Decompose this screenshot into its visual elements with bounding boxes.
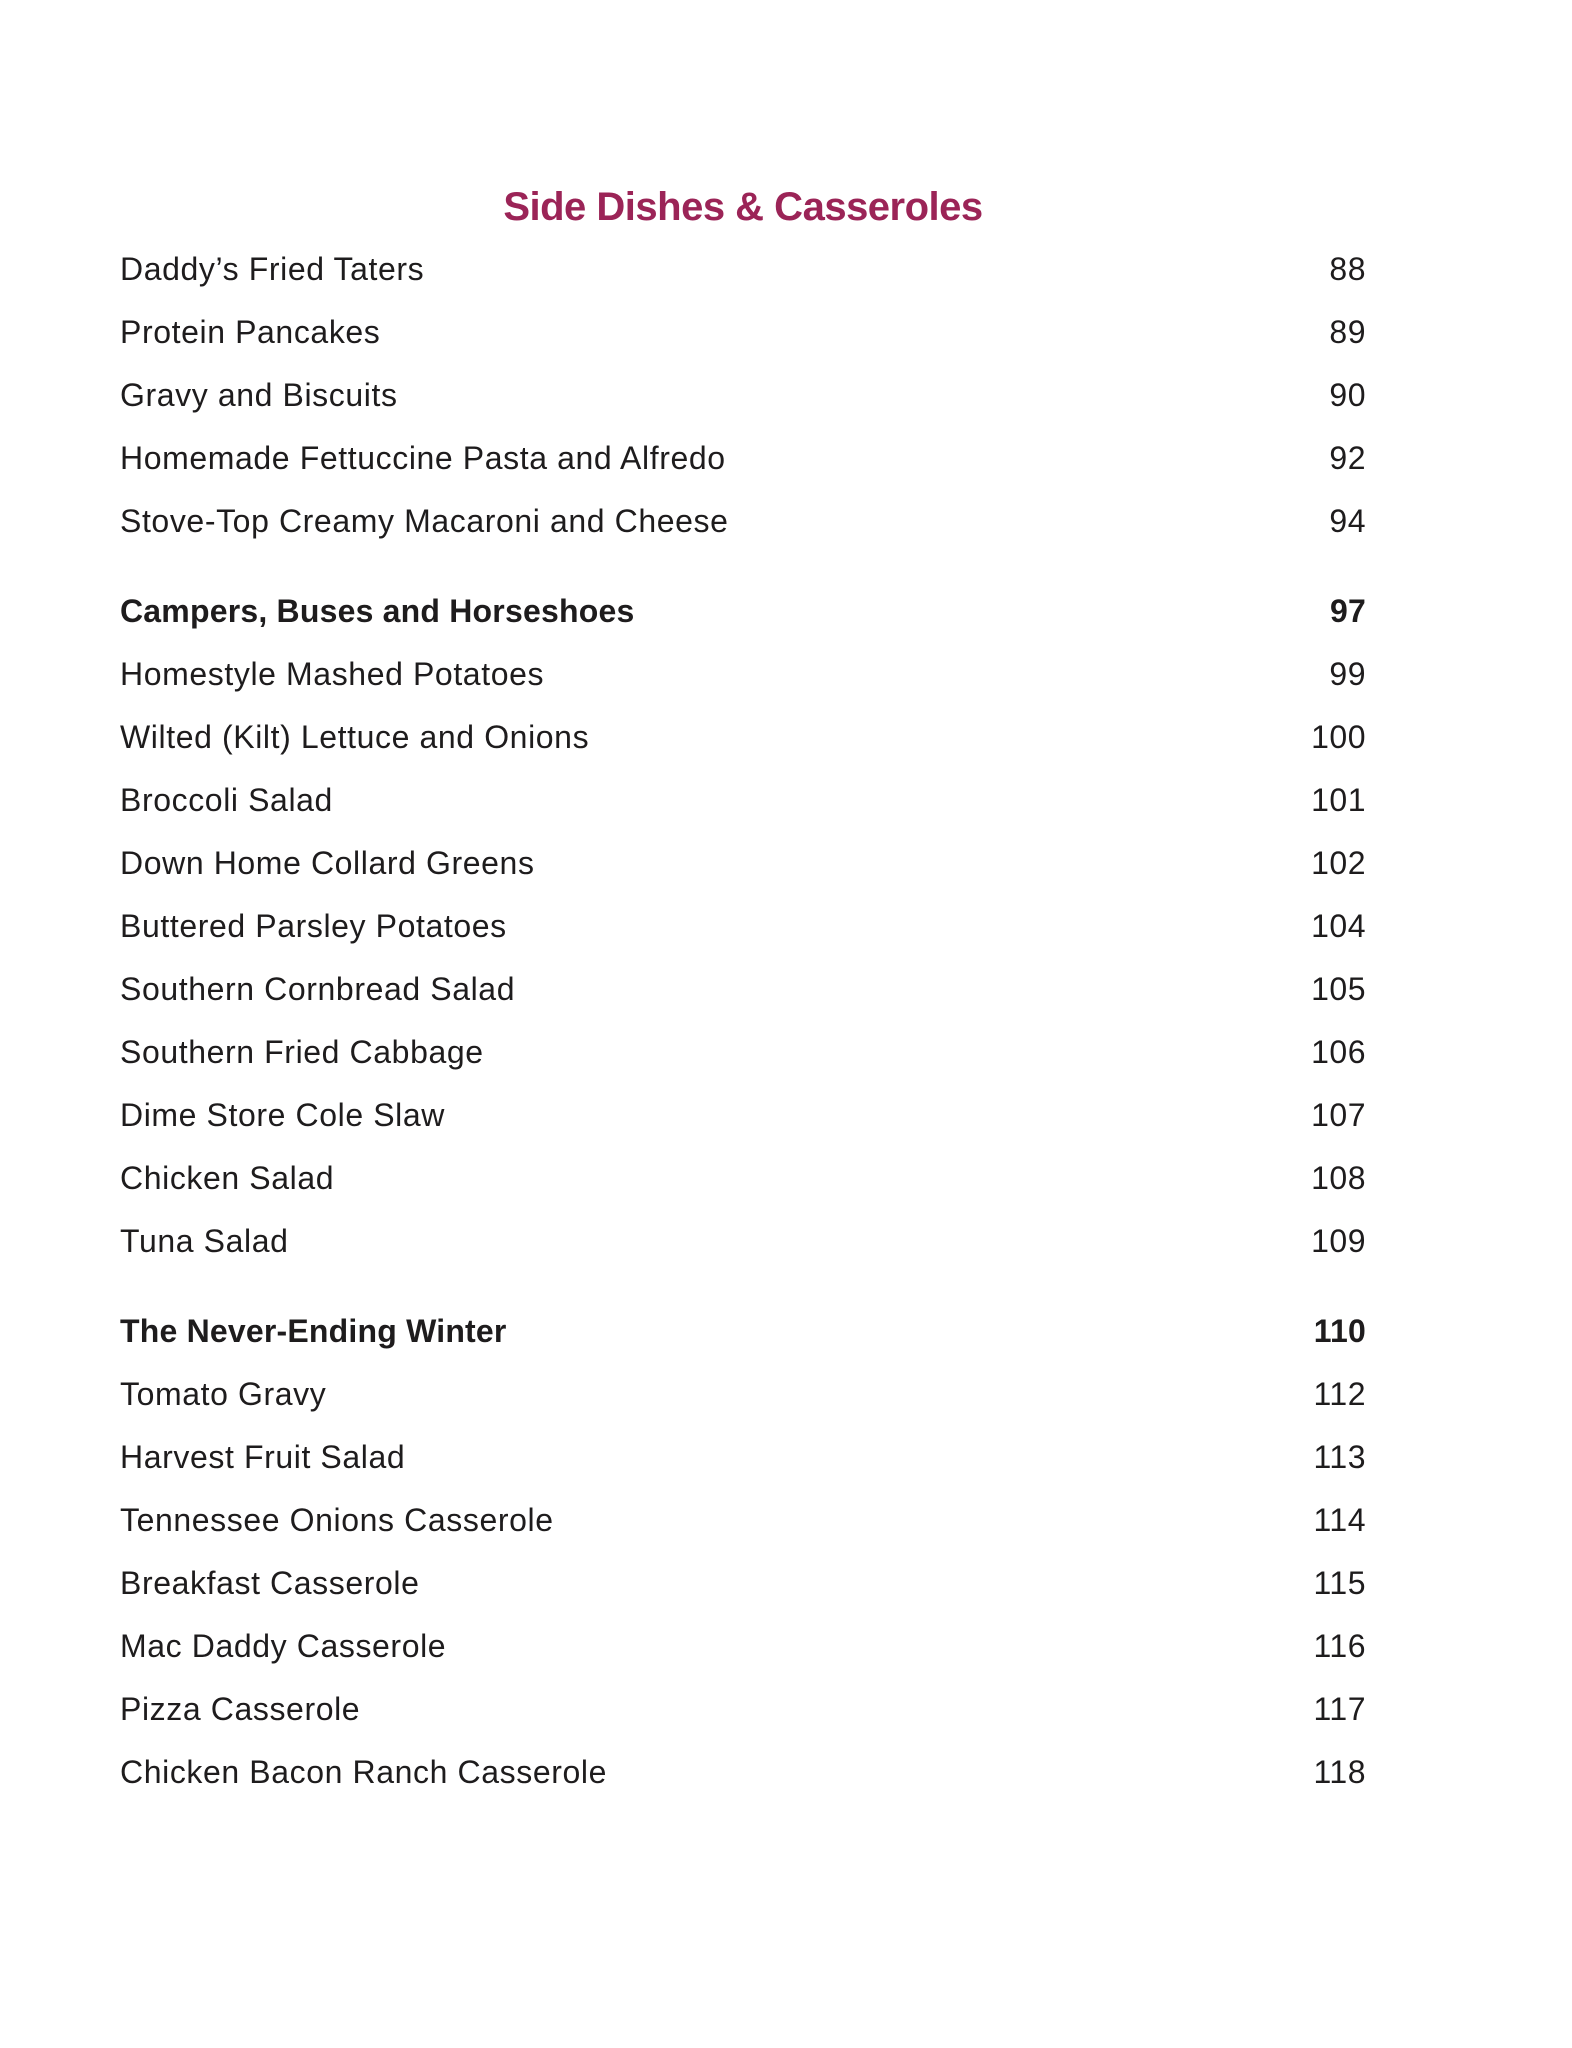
toc-item-label: Daddy’s Fried Taters [120, 251, 425, 287]
toc-item-label: Breakfast Casserole [120, 1565, 420, 1601]
toc-item-row [120, 706, 1366, 769]
toc-page-number: 97 [1330, 593, 1366, 629]
toc-page-number: 100 [1311, 719, 1366, 755]
toc-item-row [120, 427, 1366, 490]
toc-item-label: Pizza Casserole [120, 1691, 361, 1727]
toc-item-row [120, 1489, 1366, 1552]
toc-item-label: Down Home Collard Greens [120, 845, 535, 881]
toc-page-number: 114 [1313, 1502, 1366, 1538]
toc-item-row [120, 1615, 1366, 1678]
toc-item-row [120, 301, 1366, 364]
toc-item-label: Protein Pancakes [120, 314, 381, 350]
toc-item-row [120, 1210, 1366, 1273]
toc-section-header-label: Campers, Buses and Horseshoes [120, 593, 635, 629]
toc-page-number: 88 [1329, 251, 1366, 287]
toc-item-row [120, 1084, 1366, 1147]
toc-page-number: 107 [1311, 1097, 1366, 1133]
toc-page-number: 108 [1311, 1160, 1366, 1196]
toc-item-label: Wilted (Kilt) Lettuce and Onions [120, 719, 590, 755]
toc-item-row [120, 364, 1366, 427]
toc-item-label: Harvest Fruit Salad [120, 1439, 406, 1475]
toc-item-row [120, 832, 1366, 895]
toc-item-label: Stove-Top Creamy Macaroni and Cheese [120, 503, 729, 539]
toc-item-row [120, 1678, 1366, 1741]
toc-item-row [120, 1552, 1366, 1615]
toc-section-header-label: The Never-Ending Winter [120, 1313, 507, 1349]
toc-item-row [120, 958, 1366, 1021]
toc-item-label: Homemade Fettuccine Pasta and Alfredo [120, 440, 726, 476]
toc-item-row [120, 1147, 1366, 1210]
toc-page-number: 90 [1329, 377, 1366, 413]
toc-section [120, 238, 1366, 553]
toc-section-header-row [120, 580, 1366, 643]
toc-item-row [120, 1741, 1366, 1804]
toc-page-number: 89 [1329, 314, 1366, 350]
toc-page-number: 118 [1313, 1754, 1366, 1790]
toc-item-row [120, 769, 1366, 832]
toc-item-label: Broccoli Salad [120, 782, 333, 818]
toc-page-number: 115 [1313, 1565, 1366, 1601]
toc-item-label: Gravy and Biscuits [120, 377, 398, 413]
toc-item-label: Southern Cornbread Salad [120, 971, 516, 1007]
toc-page-number: 109 [1311, 1223, 1366, 1259]
toc-item-row [120, 1426, 1366, 1489]
toc-sections [120, 238, 1366, 1804]
toc-item-row [120, 1021, 1366, 1084]
toc-item-label: Tuna Salad [120, 1223, 289, 1259]
toc-page-number: 92 [1329, 440, 1366, 476]
toc-item-row [120, 238, 1366, 301]
toc-page-number: 116 [1313, 1628, 1366, 1664]
toc-page-number: 113 [1313, 1439, 1366, 1475]
toc-page-number: 102 [1311, 845, 1366, 881]
toc-item-label: Chicken Salad [120, 1160, 335, 1196]
toc-section [120, 1300, 1366, 1804]
toc-page-number: 106 [1311, 1034, 1366, 1070]
toc-item-label: Buttered Parsley Potatoes [120, 908, 507, 944]
toc-page-number: 110 [1313, 1313, 1366, 1349]
section-title: Side Dishes & Casseroles [503, 185, 983, 229]
toc-page-number: 99 [1329, 656, 1366, 692]
toc-item-label: Homestyle Mashed Potatoes [120, 656, 545, 692]
toc-section-header-row [120, 1300, 1366, 1363]
toc-item-label: Southern Fried Cabbage [120, 1034, 484, 1070]
toc-item-label: Mac Daddy Casserole [120, 1628, 447, 1664]
toc-item-label: Tomato Gravy [120, 1376, 327, 1412]
toc-item-row [120, 895, 1366, 958]
toc-item-label: Tennessee Onions Casserole [120, 1502, 554, 1538]
toc-section [120, 580, 1366, 1273]
toc-page-number: 104 [1311, 908, 1366, 944]
toc-item-row [120, 1363, 1366, 1426]
toc-page-number: 101 [1311, 782, 1366, 818]
toc-page-number: 117 [1313, 1691, 1366, 1727]
toc-item-label: Dime Store Cole Slaw [120, 1097, 445, 1133]
toc-item-row [120, 490, 1366, 553]
toc-item-row [120, 643, 1366, 706]
toc-item-label: Chicken Bacon Ranch Casserole [120, 1754, 607, 1790]
toc-page-number: 112 [1313, 1376, 1366, 1412]
toc-page-number: 105 [1311, 971, 1366, 1007]
toc-page-number: 94 [1329, 503, 1366, 539]
table-of-contents [120, 0, 1366, 1804]
